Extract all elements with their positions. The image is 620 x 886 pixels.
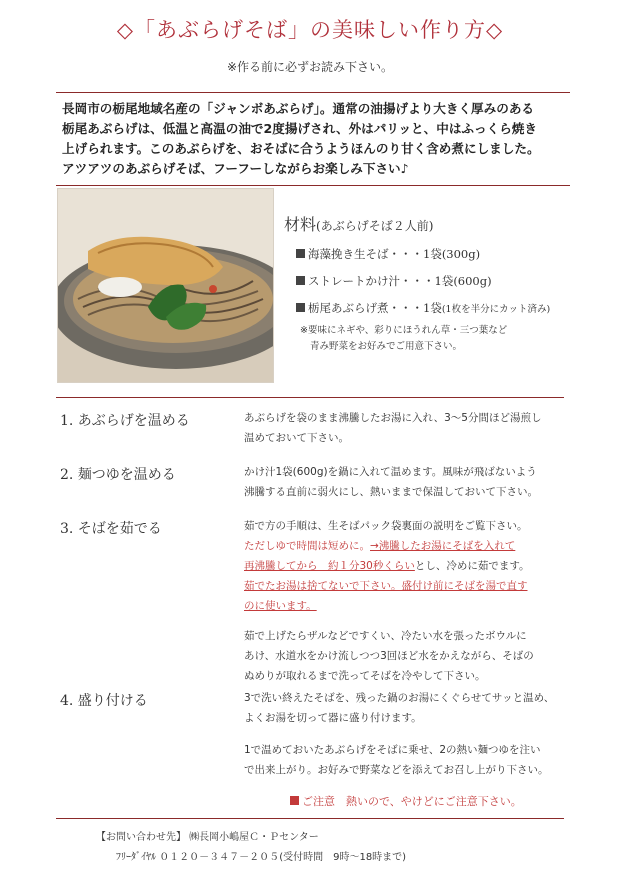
step-line: 3で洗い終えたそばを、残った鍋のお湯にくぐらせてサッと温め、	[244, 692, 555, 704]
step-line: 沸騰する直前に弱火にし、熱いままで保温しておいて下さい。	[244, 486, 538, 498]
page-subtitle: ※作る前に必ずお読み下さい。	[226, 60, 394, 74]
square-bullet-icon	[296, 276, 305, 285]
step-3-text	[244, 516, 574, 686]
red-note: ただしゆで時間は短めに。	[244, 540, 370, 552]
step-line	[244, 556, 574, 576]
caution-note	[290, 793, 522, 809]
red-note-underlined: 茹でたお湯は捨てないで下さい。盛付け前にそばを湯で直す	[244, 580, 528, 592]
intro-line: 栃尾あぶらげは、低温と高温の油で2度揚げされ、外はパリッと、中はふっくら焼き	[62, 121, 537, 136]
square-bullet-icon	[296, 249, 305, 258]
materials-list	[296, 244, 550, 325]
intro-box	[56, 92, 570, 186]
square-bullet-icon	[296, 303, 305, 312]
material-name: 海藻挽き生そば	[308, 247, 389, 261]
step-line: 茹で方の手順は、生そばパック袋裏面の説明をご覧下さい。	[244, 520, 528, 532]
step-line: あぶらげを袋のまま沸騰したお湯に入れ、3～5分間ほど湯煎し	[244, 412, 542, 424]
step-1-text	[244, 408, 574, 448]
materials-heading	[284, 212, 433, 235]
red-note-underlined: のに使います。	[244, 600, 317, 612]
footer-divider	[56, 818, 564, 819]
material-note: (1枚を半分にカット済み)	[441, 304, 551, 315]
square-bullet-icon	[290, 796, 299, 805]
contact-info	[96, 828, 406, 868]
step-line: あけ、水道水をかけ流しつつ3回ほど水をかえながら、そばの	[244, 650, 534, 662]
soba-bowl-illustration	[58, 189, 273, 382]
step-line: かけ汁1袋(600g)を鍋に入れて温めます。風味が飛ばないよう	[244, 466, 537, 478]
material-qty: ・・・1袋	[388, 301, 442, 315]
material-name: 栃尾あぶらげ煮	[308, 301, 389, 315]
materials-note	[300, 323, 507, 355]
contact-line	[96, 828, 406, 848]
contact-company: ㈱長岡小嶋屋Ｃ・Ｐセンター	[189, 832, 319, 843]
red-note-underlined: →沸騰したお湯にそばを入れて	[370, 540, 516, 552]
contact-line	[96, 848, 406, 868]
section-divider	[56, 397, 564, 398]
step-line	[244, 536, 574, 556]
intro-line: アツアツのあぶらげそば、フーフーしながらお楽しみ下さい♪	[62, 161, 409, 176]
step-2-label: 2. 麺つゆを温める	[60, 467, 176, 483]
contact-freedial: ﾌﾘｰﾀﾞｲﾔﾙ	[116, 852, 156, 863]
step-line: よくお湯を切って器に盛り付けます。	[244, 712, 422, 724]
step-2-text	[244, 462, 574, 502]
step-4-label: 4. 盛り付ける	[60, 693, 148, 709]
caution-text: ご注意 熱いので、やけどにご注意下さい。	[302, 795, 522, 808]
step-line: で出来上がり。お好みで野菜などを添えてお召し上がり下さい。	[244, 764, 549, 776]
contact-label: 【お問い合わせ先】	[96, 832, 186, 843]
material-qty: ・・・1袋(300g)	[388, 247, 481, 261]
material-item	[296, 244, 550, 271]
intro-line: 長岡市の栃尾地域名産の「ジャンボあぶらげ」。通常の油揚げより大きく厚みのある	[62, 101, 535, 116]
page-title: ◇「あぶらげそば」の美味しい作り方◇	[116, 18, 504, 42]
material-qty: ・・・1袋(600g)	[400, 274, 492, 288]
step-line: ぬめりが取れるまで洗ってそばを冷やして下さい。	[244, 670, 486, 682]
step-1-label: 1. あぶらげを温める	[60, 413, 190, 429]
step-line: 茹で上げたらザルなどですくい、冷たい水を張ったボウルに	[244, 630, 527, 642]
material-name: ストレートかけ汁	[308, 274, 400, 288]
red-note-underlined: 再沸騰してから 約１分30秒くらい	[244, 560, 415, 572]
materials-note-line: ※要味にネギや、彩りにほうれん草・三つ葉など	[300, 325, 508, 336]
materials-heading-sub: (あぶらげそば２人前)	[316, 219, 434, 233]
intro-line: 上げられます。このあぶらげを、おそばに合うようほんのり甘く含め煮にしました。	[62, 141, 540, 156]
contact-hours: (受付時間 9時～18時まで)	[279, 852, 407, 863]
materials-heading-main: 材料	[284, 215, 317, 234]
step-4-text	[244, 688, 574, 780]
material-item	[296, 298, 550, 325]
step-3-label: 3. そばを茹でる	[60, 521, 162, 537]
step-line: 温めておいて下さい。	[244, 432, 349, 444]
materials-note-line: 青み野菜をお好みでご用意下さい。	[310, 341, 463, 352]
material-item	[296, 271, 550, 298]
soba-photo	[57, 188, 274, 383]
step-line: 1で温めておいたあぶらげをそばに乗せ、2の熱い麺つゆを注い	[244, 744, 541, 756]
step-text-fragment: とし、冷めに茹でます。	[414, 560, 530, 572]
contact-phone: ０１２０－３４７－２０５	[159, 852, 280, 863]
